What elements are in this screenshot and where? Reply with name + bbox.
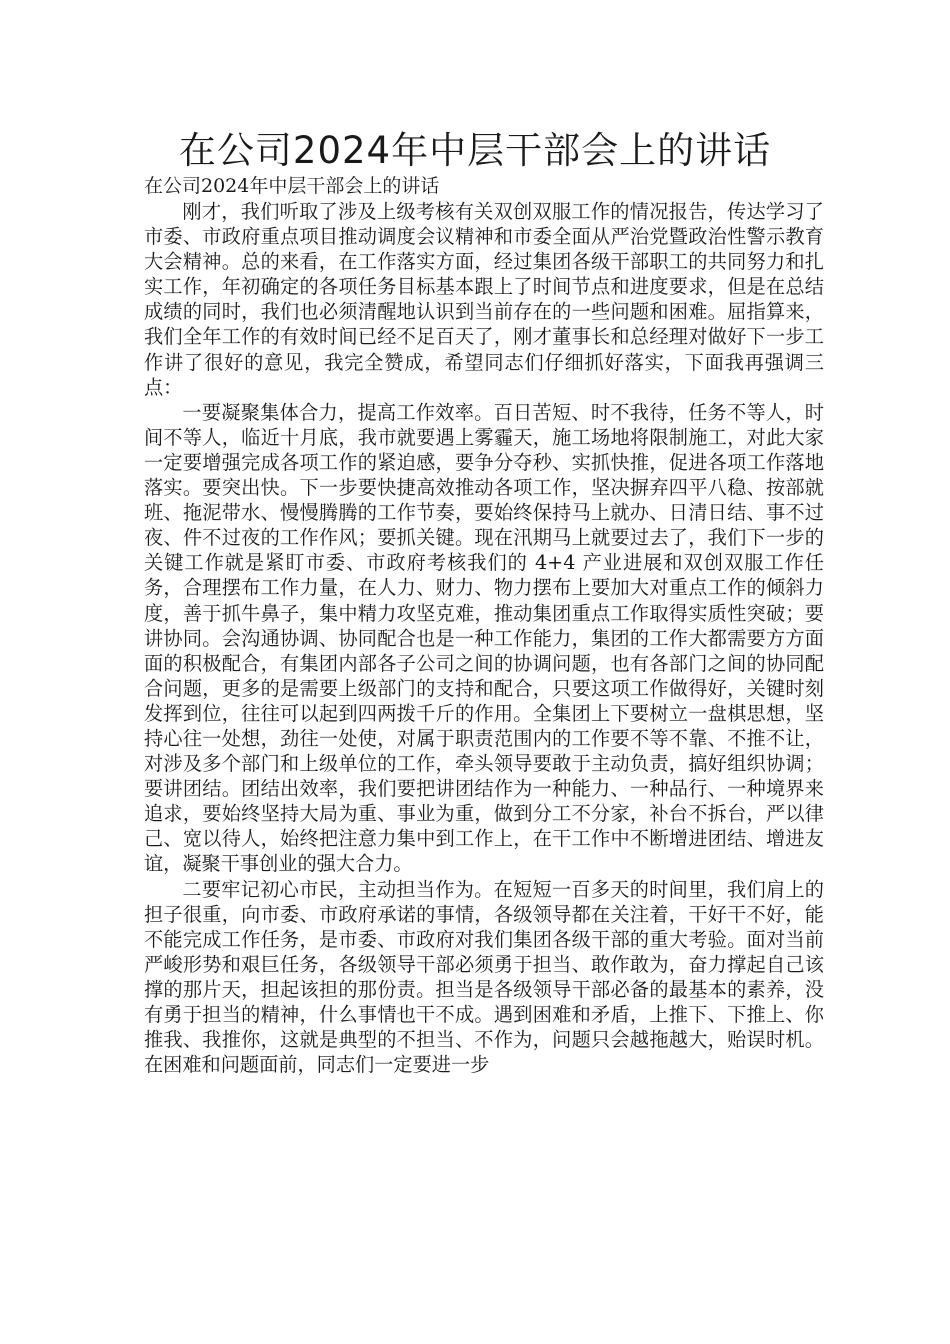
- document-body: [144, 199, 824, 1077]
- paragraph: 刚才，我们听取了涉及上级考核有关双创双服工作的情况报告，传达学习了市委、市政府重点项目推动调度会议精神和市委全面从严治党暨政治性警示教育大会精神。总的来看，在工作落实方面，经过集团各级干部职工的共同努力和扎实工作，年初确定的各项任务目标基本跟上了时间节点和进度要求，但是在总结成绩的同时，我们也必须清醒地认识到当前存在的一些问题和困难。屈指算来，我们全年工作的有效时间已经不足百天了，刚才董事长和总经理对做好下一步工作讲了很好的意见，我完全赞成，希望同志们仔细抓好落实，下面我再强调三点：: [144, 200, 824, 399]
- document-subtitle: 在公司2024年中层干部会上的讲话: [144, 175, 440, 197]
- document-title: 在公司2024年中层干部会上的讲话: [178, 129, 772, 172]
- paragraph: 二要牢记初心市民，主动担当作为。在短短一百多天的时间里，我们肩上的担子很重，向市委、市政府承诺的事情，各级领导都在关注着，干好干不好，能不能完成工作任务，是市委、市政府对我们集团各级干部的重大考验。面对当前严峻形势和艰巨任务，各级领导干部必须勇于担当、敢作敢为，奋力撑起自己该撑的那片天，担起该担的那份责。担当是各级领导干部必备的最基本的素养，没有勇于担当的精神，什么事情也干不成。遇到困难和矛盾，上推下、下推上、你推我、我推你，这就是典型的不担当、不作为，问题只会越拖越大，贻误时机。在困难和问题面前，同志们一定要进一步: [144, 877, 824, 1077]
- paragraph: 一要凝聚集体合力，提高工作效率。百日苦短、时不我待，任务不等人，时间不等人，临近十月底，我市就要遇上雾霾天，施工场地将限制施工，对此大家一定要增强完成各项工作的紧迫感，要争分夺秒、实抓快推，促进各项工作落地落实。要突出快。下一步要快捷高效推动各项工作，坚决摒弃四平八稳、按部就班、拖泥带水、慢慢腾腾的工作节奏，要始终保持马上就办、日清日结、事不过夜、件不过夜的工作作风；要抓关键。现在汛期马上就要过去了，我们下一步的关键工作就是紧盯市委、市政府考核我们的 4+4 产业进展和双创双服工作任务，合理摆布工作力量，在人力、财力、物力摆布上要加大对重点工作的倾斜力度，善于抓牛鼻子，集中精力攻坚克难，推动集团重点工作取得实质性突破；要讲协同。会沟通协调、协同配合也是一种工作能力，集团的工作大都需要方方面面的积极配合，有集团内部各子公司之间的协调问题，也有各部门之间的协同配合问题，更多的是需要上级部门的支持和配合，只要这项工作做得好，关键时刻发挥到位，往往可以起到四两拨千斤的作用。全集团上下要树立一盘棋思想，坚持心往一处想，劲往一处使，对属于职责范围内的工作要不等不靠、不推不让，对涉及多个部门和上级单位的工作，牵头领导要敢于主动负责，搞好组织协调；要讲团结。团结出效率，我们要把讲团结作为一种能力、一种品行、一种境界来追求，要始终坚持大局为重、事业为重，做到分工不分家，补台不拆台，严以律己、宽以待人，始终把注意力集中到工作上，在干工作中不断增进团结、增进友谊，凝聚干事创业的强大合力。: [144, 400, 824, 876]
